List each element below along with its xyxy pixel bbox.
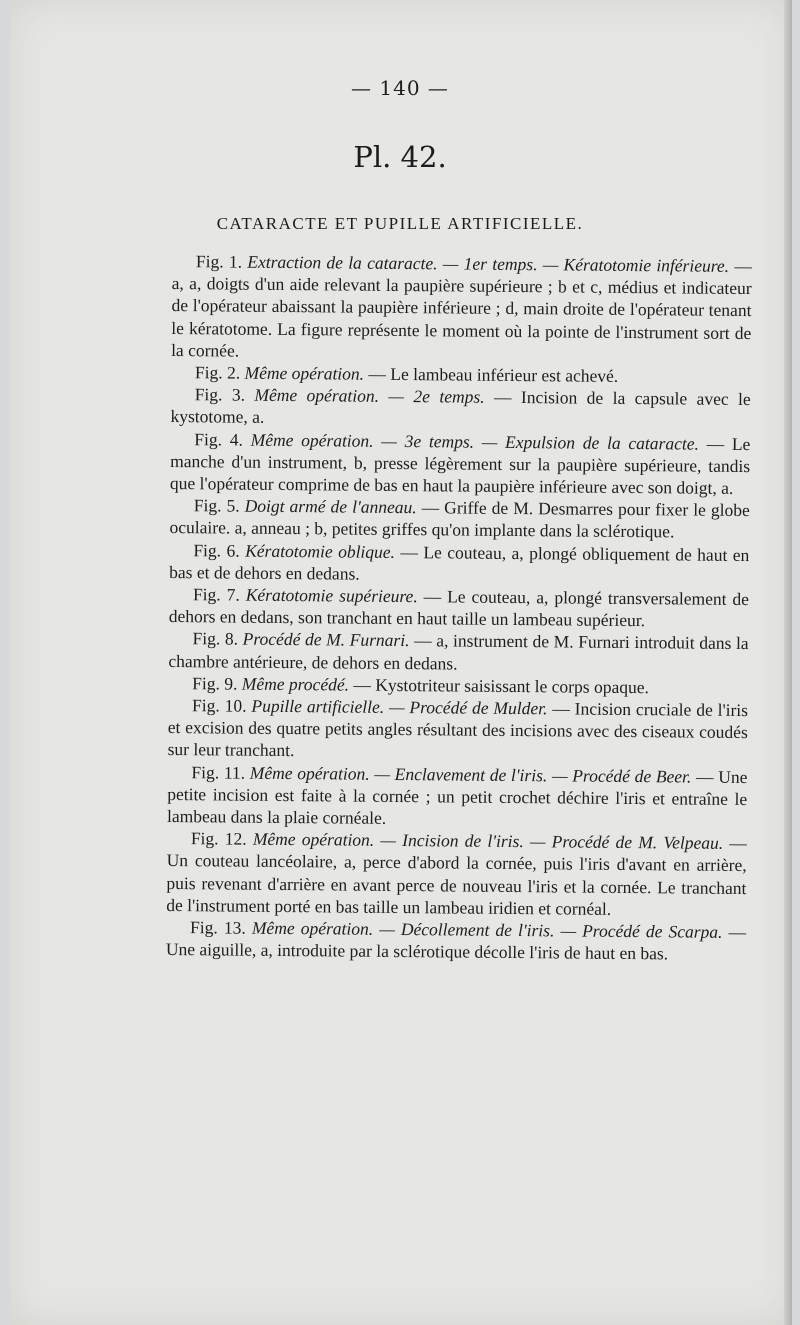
figure-entry	[170, 428, 751, 500]
figure-title: Doigt armé de l'anneau.	[244, 495, 417, 518]
figure-entry	[171, 250, 752, 366]
figure-number: Fig. 12.	[190, 828, 247, 849]
figure-description: — Un couteau lancéolaire, a, perce d'abord la cornée, puis l'iris d'avant en arrière, puis revenant d'arrière en avant perce de nouveau l'iris et la cornée. Le tranchant de l'instrument porté en bas taille un lambeau iridien et cornéal.	[166, 833, 747, 919]
figure-number: Fig. 13.	[190, 917, 246, 938]
figure-description: — Une petite incision est faite à la cornée ; un petit crochet déchire l'iris et entraîne le lambeau dans la plaie cornéale.	[166, 766, 748, 828]
figure-number: Fig. 7.	[192, 584, 240, 605]
figure-entry	[166, 916, 746, 965]
figure-description: — Kystotriteur saisissant le corps opaque.	[353, 674, 650, 698]
figure-entry	[167, 761, 748, 833]
figure-description: — Incision cruciale de l'iris et excision des quatre petits angles résultant des incisions avec des ciseaux coudés sur leur tranchant.	[167, 698, 749, 761]
figure-number: Fig. 10.	[191, 695, 247, 716]
figure-title: Même opération. — Incision de l'iris. — Procédé de M. Velpeau.	[252, 829, 724, 854]
figure-number: Fig. 11.	[191, 761, 246, 783]
figure-number: Fig. 3.	[194, 384, 246, 405]
figure-entry	[169, 583, 749, 632]
figure-entry	[168, 694, 749, 766]
figure-legend-list	[166, 250, 752, 966]
figure-title: Extraction de la cataracte. — 1er temps. — Kératotomie inférieure.	[247, 251, 730, 276]
figure-entry	[169, 539, 749, 588]
figure-title: Même opération. — 3e temps. — Expulsion de la cataracte.	[250, 429, 699, 454]
figure-description: — Une aiguille, a, introduite par la sclérotique décolle l'iris de haut en bas.	[165, 921, 747, 964]
figure-description: — Griffe de M. Desmarres pour fixer le globe oculaire. a, anneau ; b, petites griffes qu'on implante dans la sclérotique.	[169, 497, 750, 542]
figure-title: Même opération.	[244, 362, 365, 384]
page-edge	[784, 0, 792, 1325]
figure-title: Même opération. — 2e temps.	[254, 384, 485, 407]
figure-title: Kératotomie supérieure.	[245, 584, 418, 607]
figure-number: Fig. 2.	[194, 362, 241, 383]
figure-entry	[168, 627, 748, 676]
figure-description: — Le couteau, a, plongé transversalement de dehors en dedans, son tranchant en haut taille un lambeau supérieur.	[168, 586, 750, 631]
figure-entry	[170, 383, 750, 432]
figure-title: Procédé de M. Furnari.	[242, 629, 410, 651]
figure-entry	[166, 827, 747, 921]
page-number: — 140 —	[351, 76, 449, 100]
figure-title: Pupille artificielle. — Procédé de Mulder.	[251, 695, 548, 719]
figure-description: — Le lambeau inférieur est achevé.	[368, 363, 619, 386]
figure-number: Fig. 1.	[195, 251, 243, 272]
figure-entry	[169, 494, 749, 543]
figure-title: Kératotomie oblique.	[245, 540, 396, 562]
figure-number: Fig. 5.	[193, 495, 240, 516]
figure-number: Fig. 6.	[193, 539, 240, 561]
section-heading: CATARACTE ET PUPILLE ARTIFICIELLE.	[216, 214, 584, 233]
figure-title: Même procédé.	[241, 673, 350, 695]
figure-description: — Le manche d'un instrument, b, presse légèrement sur la paupière supérieure, tandis que l'opérateur comprime de bas en haut la paupière inférieure avec son doigt, a.	[169, 433, 751, 498]
figure-number: Fig. 8.	[192, 628, 239, 650]
figure-description: — a, a, doigts d'un aide relevant la paupière supérieure ; b et c, médius et indicateur de l'opérateur abaissant la paupière inférieure ; d, main droite de l'opérateur tenant le kératotome. La figure représente le moment où la pointe de l'instrument sort de la cornée.	[171, 255, 752, 361]
figure-description: — Incision de la capsule avec le kystotome, a.	[170, 387, 751, 428]
figure-number: Fig. 9.	[192, 673, 238, 694]
figure-title: Même opération. — Décollement de l'iris. — Procédé de Scarpa.	[251, 917, 723, 942]
figure-number: Fig. 4.	[194, 428, 244, 450]
figure-title: Même opération. — Enclavement de l'iris. — Procédé de Beer.	[249, 762, 692, 787]
figure-description: — Le couteau, a, plongé obliquement de haut en bas et de dehors en dedans.	[169, 541, 750, 584]
plate-title: Pl. 42.	[353, 140, 447, 174]
figure-description: — a, instrument de M. Furnari introduit dans la chambre antérieure, de dehors en dedans.	[168, 630, 749, 674]
